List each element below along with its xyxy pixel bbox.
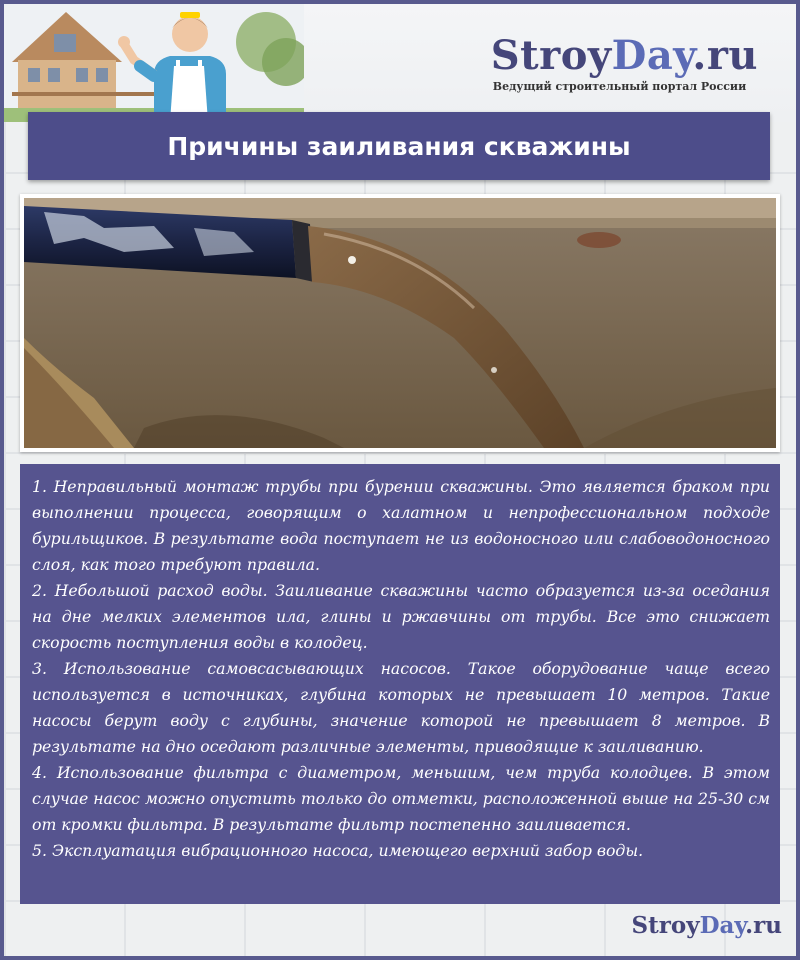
logo-part-ru: .ru (692, 32, 758, 79)
list-item: 2. Небольшой расход воды. Заиливание скважины часто образуется из-за оседания на дне мелких элементов ила, глины и ржавчины от трубы. Все это снижает скорость поступления воды в колодец. (32, 581, 770, 652)
footer-logo-day: Day (699, 912, 746, 939)
header-illustration (4, 4, 304, 122)
page-title: Причины заиливания скважины (167, 131, 631, 161)
footer-logo-stroy: Stroy (631, 912, 700, 939)
brand-tagline: Ведущий строительный портал России (492, 80, 747, 93)
content-text-box (20, 464, 780, 904)
list-item: 4. Использование фильтра с диаметром, меньшим, чем труба колодцев. В этом случае насос можно опустить только до отметки, расположенной выше на 25-30 см от кромки фильтра. В результате фильтр постепенно заиливается. (32, 763, 770, 834)
list-item: 5. Эксплуатация вибрационного насоса, имеющего верхний забор воды. (32, 841, 644, 860)
title-bar (28, 112, 770, 180)
footer-logo-ru: .ru (745, 912, 782, 939)
footer-logo[interactable] (632, 912, 783, 939)
brand-logo[interactable] (491, 34, 758, 93)
logo-part-stroy: Stroy (490, 32, 612, 79)
list-item: 1. Неправильный монтаж трубы при бурении скважины. Это является браком при выполнении процесса, говорящим о халатном и непрофессиональном подходе бурильщиков. В результате вода поступает не из водоносного или слабоводоносного слоя, как того требуют правила. (32, 477, 770, 574)
logo-part-day: Day (611, 32, 693, 79)
list-item: 3. Использование самовсасывающих насосов. Такое оборудование чаще всего используется в источниках, глубина которых не превышает 10 метров. Такие насосы берут воду с глубины, значение которой не превышает 8 метров. В результате на дно оседают различные элементы, приводящие к заиливанию. (32, 659, 770, 756)
photo-muddy-water-pipe (20, 194, 780, 452)
brand-logo-text (491, 34, 758, 78)
